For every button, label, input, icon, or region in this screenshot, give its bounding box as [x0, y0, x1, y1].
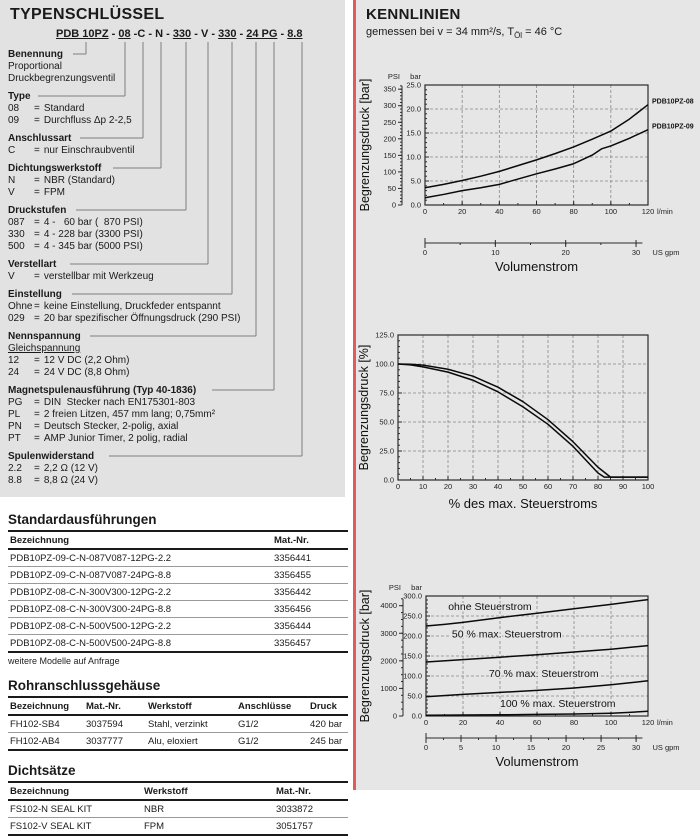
svg-text:50: 50 — [387, 183, 396, 193]
svg-text:2000: 2000 — [380, 656, 397, 666]
section-title: Druckstufen — [8, 205, 67, 216]
typenschluessel-panel — [0, 0, 345, 497]
svg-text:3000: 3000 — [380, 628, 397, 638]
svg-text:l/min: l/min — [657, 718, 673, 727]
svg-text:40: 40 — [493, 482, 503, 491]
svg-text:PSI: PSI — [387, 72, 400, 81]
svg-text:300: 300 — [383, 101, 396, 111]
svg-text:100: 100 — [604, 207, 618, 216]
section-magnetspulenausfuehrung: Magnetspulenausführung (Typ 40-1836) PG = DIN Stecker nach EN175301-803 PL = 2 freien Litzen, 457 mm lang; 0,75mm² PN = Deutsch Stecker, 2-polig, axial PT = AMP Junior Timer, 2 polig, radial — [8, 384, 341, 445]
table-row: PDB10PZ-08-C-N-500V500-12PG-2.2 3356444 — [8, 618, 348, 635]
svg-text:75.0: 75.0 — [379, 388, 394, 398]
svg-text:200.0: 200.0 — [403, 631, 422, 641]
section-nennspannung: Nennspannung Gleichspannung 12 = 12 V DC (2,2 Ohm) 24 = 24 V DC (8,8 Ohm) — [8, 330, 341, 379]
table-row: PDB10PZ-08-C-N-300V300-24PG-8.8 3356456 — [8, 601, 348, 618]
svg-text:100.0: 100.0 — [403, 671, 422, 681]
svg-text:4000: 4000 — [380, 601, 397, 611]
svg-text:150: 150 — [383, 150, 396, 160]
section-spulenwiderstand: Spulenwiderstand 2.2 = 2,2 Ω (12 V) 8.8 = 8,8 Ω (24 V) — [8, 450, 341, 487]
section-title: Type — [8, 91, 31, 102]
svg-text:0: 0 — [423, 718, 429, 727]
svg-text:150.0: 150.0 — [403, 651, 422, 661]
standard-models-heading: Standardausführungen — [8, 512, 157, 527]
svg-text:15: 15 — [526, 743, 536, 752]
section-einstellung: Einstellung Ohne = keine Einstellung, Druckfeder entspannt 029 = 20 bar spezifischer Öffnungsdruck (290 PSI) — [8, 288, 341, 325]
svg-text:0.0: 0.0 — [411, 711, 422, 721]
svg-text:bar: bar — [411, 583, 422, 592]
svg-text:70: 70 — [568, 482, 578, 491]
svg-text:40: 40 — [495, 207, 504, 216]
svg-text:0: 0 — [422, 248, 428, 257]
type-code-legend — [8, 48, 341, 492]
type-code-segment: PDB 10PZ — [56, 28, 109, 40]
table-row: FH102-SB4 3037594 Stahl, verzinkt G1/2 420 bar — [8, 715, 348, 733]
svg-text:1000: 1000 — [380, 683, 397, 693]
svg-text:60: 60 — [532, 718, 542, 727]
svg-text:ohne Steuerstrom: ohne Steuerstrom — [448, 601, 532, 613]
svg-text:20: 20 — [561, 743, 571, 752]
svg-text:% des max. Steuerstroms: % des max. Steuerstroms — [448, 496, 598, 511]
section-type: Type 08 = Standard 09 = Durchfluss Δp 2-2,5 — [8, 90, 341, 127]
table-header-row: Bezeichnung Mat.-Nr. Werkstoff Anschlüsse Druck — [8, 697, 348, 715]
svg-text:5: 5 — [458, 743, 464, 752]
seal-kits-table — [8, 781, 348, 836]
svg-text:40: 40 — [495, 718, 505, 727]
section-title: Magnetspulenausführung (Typ 40-1836) — [8, 385, 197, 396]
svg-text:Volumenstrom: Volumenstrom — [494, 259, 579, 274]
svg-text:100 % max. Steuerstrom: 100 % max. Steuerstrom — [500, 698, 616, 711]
table-row: FS102-V SEAL KIT FPM 3051757 — [8, 818, 348, 836]
svg-text:Begrenzungsdruck [%]: Begrenzungsdruck [%] — [357, 344, 371, 471]
section-title: Benennung — [8, 49, 63, 60]
table-row: FS102-N SEAL KIT NBR 3033872 — [8, 800, 348, 818]
section-title: Anschlussart — [8, 133, 72, 144]
typenschluessel-title: TYPENSCHLÜSSEL — [10, 6, 165, 23]
section-verstellart: Verstellart V = verstellbar mit Werkzeug — [8, 258, 341, 283]
svg-text:25.0: 25.0 — [379, 446, 394, 456]
table-row: PDB10PZ-09-C-N-087V087-24PG-8.8 3356455 — [8, 567, 348, 584]
table-row: PDB10PZ-08-C-N-500V500-24PG-8.8 3356457 — [8, 635, 348, 653]
svg-text:30: 30 — [468, 482, 478, 491]
chart-control-current-vs-pressure — [358, 312, 698, 514]
svg-text:0.0: 0.0 — [383, 475, 394, 485]
svg-text:Begrenzungsdruck [bar]: Begrenzungsdruck [bar] — [358, 78, 372, 212]
tables-area — [8, 500, 348, 836]
svg-text:120: 120 — [641, 718, 655, 727]
svg-text:250: 250 — [383, 117, 396, 127]
section-dichtungswerkstoff: Dichtungswerkstoff N = NBR (Standard) V = FPM — [8, 162, 341, 199]
svg-text:30: 30 — [631, 248, 641, 257]
svg-text:US gpm: US gpm — [652, 248, 680, 257]
svg-text:125.0: 125.0 — [375, 330, 394, 340]
kennlinien-panel — [356, 0, 700, 790]
section-title: Verstellart — [8, 259, 57, 270]
svg-text:80: 80 — [593, 482, 603, 491]
svg-text:350: 350 — [383, 84, 396, 94]
svg-text:20: 20 — [458, 718, 468, 727]
table-row: PDB10PZ-08-C-N-300V300-12PG-2.2 3356442 — [8, 584, 348, 601]
section-benennung: Benennung Proportional Druckbegrenzungsventil — [8, 48, 341, 85]
svg-text:PDB10PZ-08: PDB10PZ-08 — [652, 98, 694, 106]
section-druckstufen: Druckstufen 087 = 4 - 60 bar ( 870 PSI) 330 = 4 - 228 bar (3300 PSI) 500 = 4 - 345 bar (5000 PSI) — [8, 204, 341, 253]
svg-text:Begrenzungsdruck [bar]: Begrenzungsdruck [bar] — [358, 589, 372, 723]
svg-text:0: 0 — [395, 482, 401, 491]
type-code-segment: 08 — [118, 28, 131, 40]
more-models-note: weitere Modelle auf Anfrage — [8, 656, 120, 666]
type-code-segment: 8.8 — [287, 28, 303, 40]
svg-text:30: 30 — [631, 743, 641, 752]
svg-text:10: 10 — [491, 743, 501, 752]
chart-flow-vs-pressure — [358, 60, 698, 278]
section-anschlussart: Anschlussart C = nur Einschraubventil — [8, 132, 341, 157]
svg-text:10: 10 — [491, 248, 500, 257]
svg-text:0.0: 0.0 — [410, 200, 421, 210]
svg-text:60: 60 — [532, 207, 541, 216]
svg-text:15.0: 15.0 — [406, 128, 421, 138]
svg-text:0: 0 — [423, 743, 429, 752]
svg-text:PSI: PSI — [388, 583, 401, 592]
type-code-segment: 330 — [218, 28, 237, 40]
svg-text:20.0: 20.0 — [406, 104, 421, 114]
svg-text:80: 80 — [569, 718, 579, 727]
section-sublabel: Gleichspannung — [8, 343, 81, 354]
svg-text:300.0: 300.0 — [403, 591, 422, 601]
svg-text:10.0: 10.0 — [406, 152, 421, 162]
svg-text:PDB10PZ-09: PDB10PZ-09 — [652, 123, 694, 131]
chart-flow-vs-pressure-current-levels — [358, 553, 698, 783]
type-code-segment: 330 — [172, 28, 192, 40]
standard-models-table — [8, 530, 348, 653]
svg-text:25: 25 — [596, 743, 606, 752]
svg-text:bar: bar — [410, 72, 421, 81]
svg-text:25.0: 25.0 — [406, 80, 421, 90]
svg-text:90: 90 — [618, 482, 628, 491]
svg-text:10: 10 — [418, 482, 428, 491]
svg-text:200: 200 — [383, 134, 396, 144]
svg-text:60: 60 — [543, 482, 553, 491]
svg-text:250.0: 250.0 — [403, 611, 422, 621]
svg-text:20: 20 — [457, 207, 467, 216]
pipe-housings-table — [8, 696, 348, 751]
svg-text:5.0: 5.0 — [410, 176, 421, 186]
svg-text:70 % max. Steuerstrom: 70 % max. Steuerstrom — [488, 668, 599, 681]
table-row: FH102-AB4 3037777 Alu, eloxiert G1/2 245 bar — [8, 733, 348, 751]
kennlinien-title: KENNLINIEN — [366, 6, 461, 23]
section-title: Dichtungswerkstoff — [8, 163, 102, 174]
svg-text:0: 0 — [392, 711, 397, 721]
svg-text:100.0: 100.0 — [375, 359, 394, 369]
table-header-row: Bezeichnung Mat.-Nr. — [8, 531, 348, 549]
pipe-housings-heading: Rohranschlussgehäuse — [8, 678, 161, 693]
svg-text:80: 80 — [569, 207, 578, 216]
type-code: PDB 10PZ - 08 -C - N - 330 - V - 330 - 24 PG - 8.8 — [56, 28, 303, 40]
type-code-segment: 24 PG — [246, 28, 278, 40]
section-title: Einstellung — [8, 289, 62, 300]
svg-text:20: 20 — [443, 482, 453, 491]
seal-kits-heading: Dichtsätze — [8, 763, 76, 778]
oil-subscript: Öl — [514, 31, 523, 41]
svg-text:US gpm: US gpm — [652, 743, 680, 752]
type-code-segment: V — [200, 28, 209, 40]
table-header-row: Bezeichnung Werkstoff Mat.-Nr. — [8, 782, 348, 800]
svg-text:0: 0 — [391, 200, 396, 210]
type-code-segment: N — [155, 28, 164, 40]
svg-text:100: 100 — [604, 718, 618, 727]
svg-text:0: 0 — [422, 207, 428, 216]
svg-text:50 % max. Steuerstrom: 50 % max. Steuerstrom — [451, 628, 562, 641]
svg-text:120: 120 — [641, 207, 655, 216]
type-code-segment: C — [137, 28, 146, 40]
svg-text:Volumenstrom: Volumenstrom — [495, 754, 579, 769]
measurement-conditions: gemessen bei v = 34 mm²/s, $T_{Öl} = 46$ °C — [366, 26, 563, 41]
svg-text:20: 20 — [561, 248, 570, 257]
section-title: Nennspannung — [8, 331, 81, 342]
svg-text:50.0: 50.0 — [379, 417, 394, 427]
svg-text:100: 100 — [641, 482, 655, 491]
svg-text:50.0: 50.0 — [407, 691, 422, 701]
section-title: Spulenwiderstand — [8, 451, 95, 462]
svg-text:l/min: l/min — [657, 207, 673, 216]
svg-text:50: 50 — [518, 482, 528, 491]
svg-text:100: 100 — [383, 167, 396, 177]
table-row: PDB10PZ-09-C-N-087V087-12PG-2.2 3356441 — [8, 549, 348, 567]
